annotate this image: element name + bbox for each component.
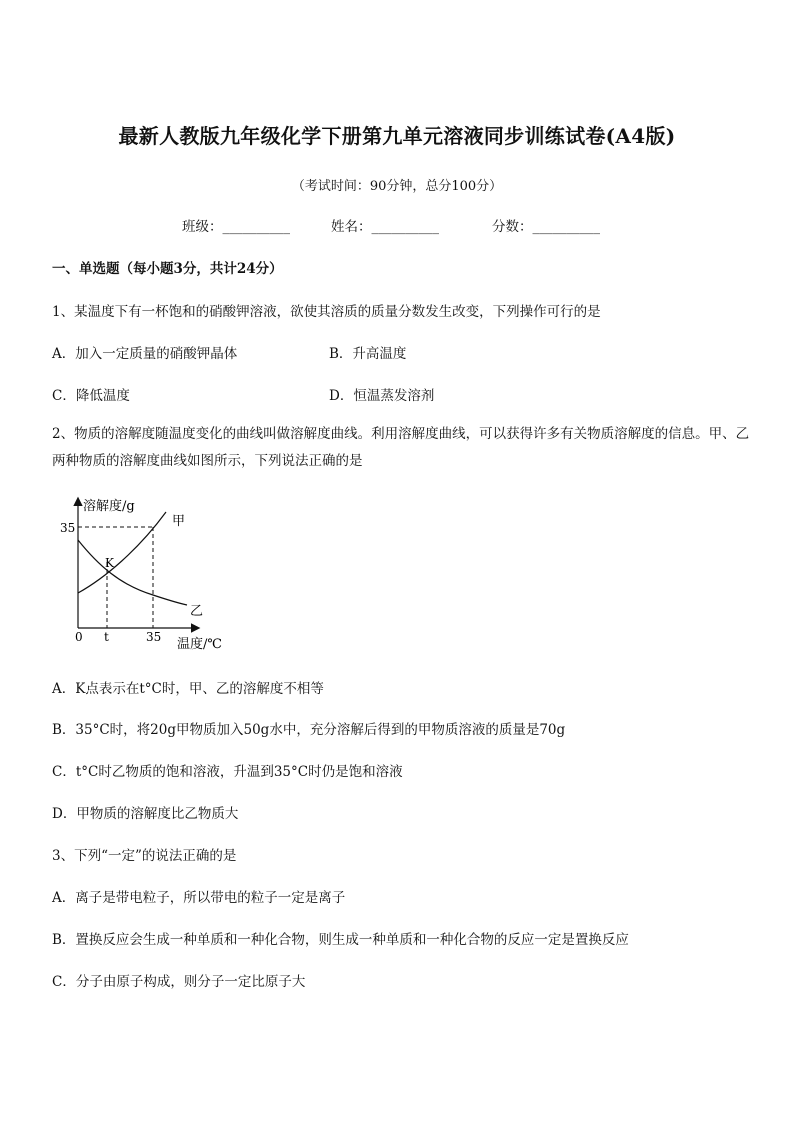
- question-1-option-d: D．恒温蒸发溶剂: [329, 388, 435, 404]
- score-field: 分数：__________: [492, 219, 600, 235]
- question-3-option-c: C．分子由原子构成，则分子一定比原子大: [52, 974, 306, 990]
- x-tick-t: t: [104, 630, 109, 644]
- name-field: 姓名：__________: [331, 219, 439, 235]
- page-title: 最新人教版九年级化学下册第九单元溶液同步训练试卷(A4版): [118, 124, 676, 148]
- exam-subtitle: （考试时间：90分钟，总分100分）: [291, 179, 503, 194]
- class-field: 班级：__________: [182, 219, 290, 235]
- x-tick-0: 0: [75, 630, 83, 644]
- point-k-label: K: [105, 556, 114, 570]
- question-2-option-a: A．K点表示在t°C时，甲、乙的溶解度不相等: [52, 681, 324, 697]
- series-jia-label: 甲: [172, 514, 186, 529]
- question-3-option-a: A．离子是带电粒子，所以带电的粒子一定是离子: [52, 890, 346, 906]
- question-2-option-c: C．t°C时乙物质的饱和溶液，升温到35°C时仍是饱和溶液: [52, 764, 403, 780]
- y-tick-35: 35: [60, 521, 76, 535]
- question-3-stem: 3、下列“一定”的说法正确的是: [52, 848, 237, 864]
- question-1-option-c: C．降低温度: [52, 388, 130, 404]
- question-2-option-b: B．35°C时，将20g甲物质加入50g水中，充分溶解后得到的甲物质溶液的质量是70g: [52, 722, 566, 738]
- y-axis-label: 溶解度/g: [83, 499, 135, 514]
- x-axis-label: 温度/℃: [177, 637, 222, 652]
- question-1-stem: 1、某温度下有一杯饱和的硝酸钾溶液，欲使其溶质的质量分数发生改变，下列操作可行的是: [52, 304, 601, 320]
- question-1-option-b: B．升高温度: [329, 346, 407, 362]
- solubility-chart: [50, 490, 250, 655]
- series-yi-curve: [78, 540, 187, 605]
- question-2-option-d: D．甲物质的溶解度比乙物质大: [52, 806, 239, 822]
- question-1-option-a: A．加入一定质量的硝酸钾晶体: [52, 346, 238, 362]
- question-2-stem: 2、物质的溶解度随温度变化的曲线叫做溶解度曲线。利用溶解度曲线，可以获得许多有关物质溶解度的信息。甲、乙两种物质的溶解度曲线如图所示，下列说法正确的是: [52, 426, 750, 469]
- series-yi-label: 乙: [190, 604, 204, 619]
- section-heading: 一、单选题（每小题3分，共计24分）: [52, 261, 283, 277]
- x-tick-35: 35: [146, 630, 162, 644]
- question-3-option-b: B．置换反应会生成一种单质和一种化合物，则生成一种单质和一种化合物的反应一定是置换反应: [52, 932, 629, 948]
